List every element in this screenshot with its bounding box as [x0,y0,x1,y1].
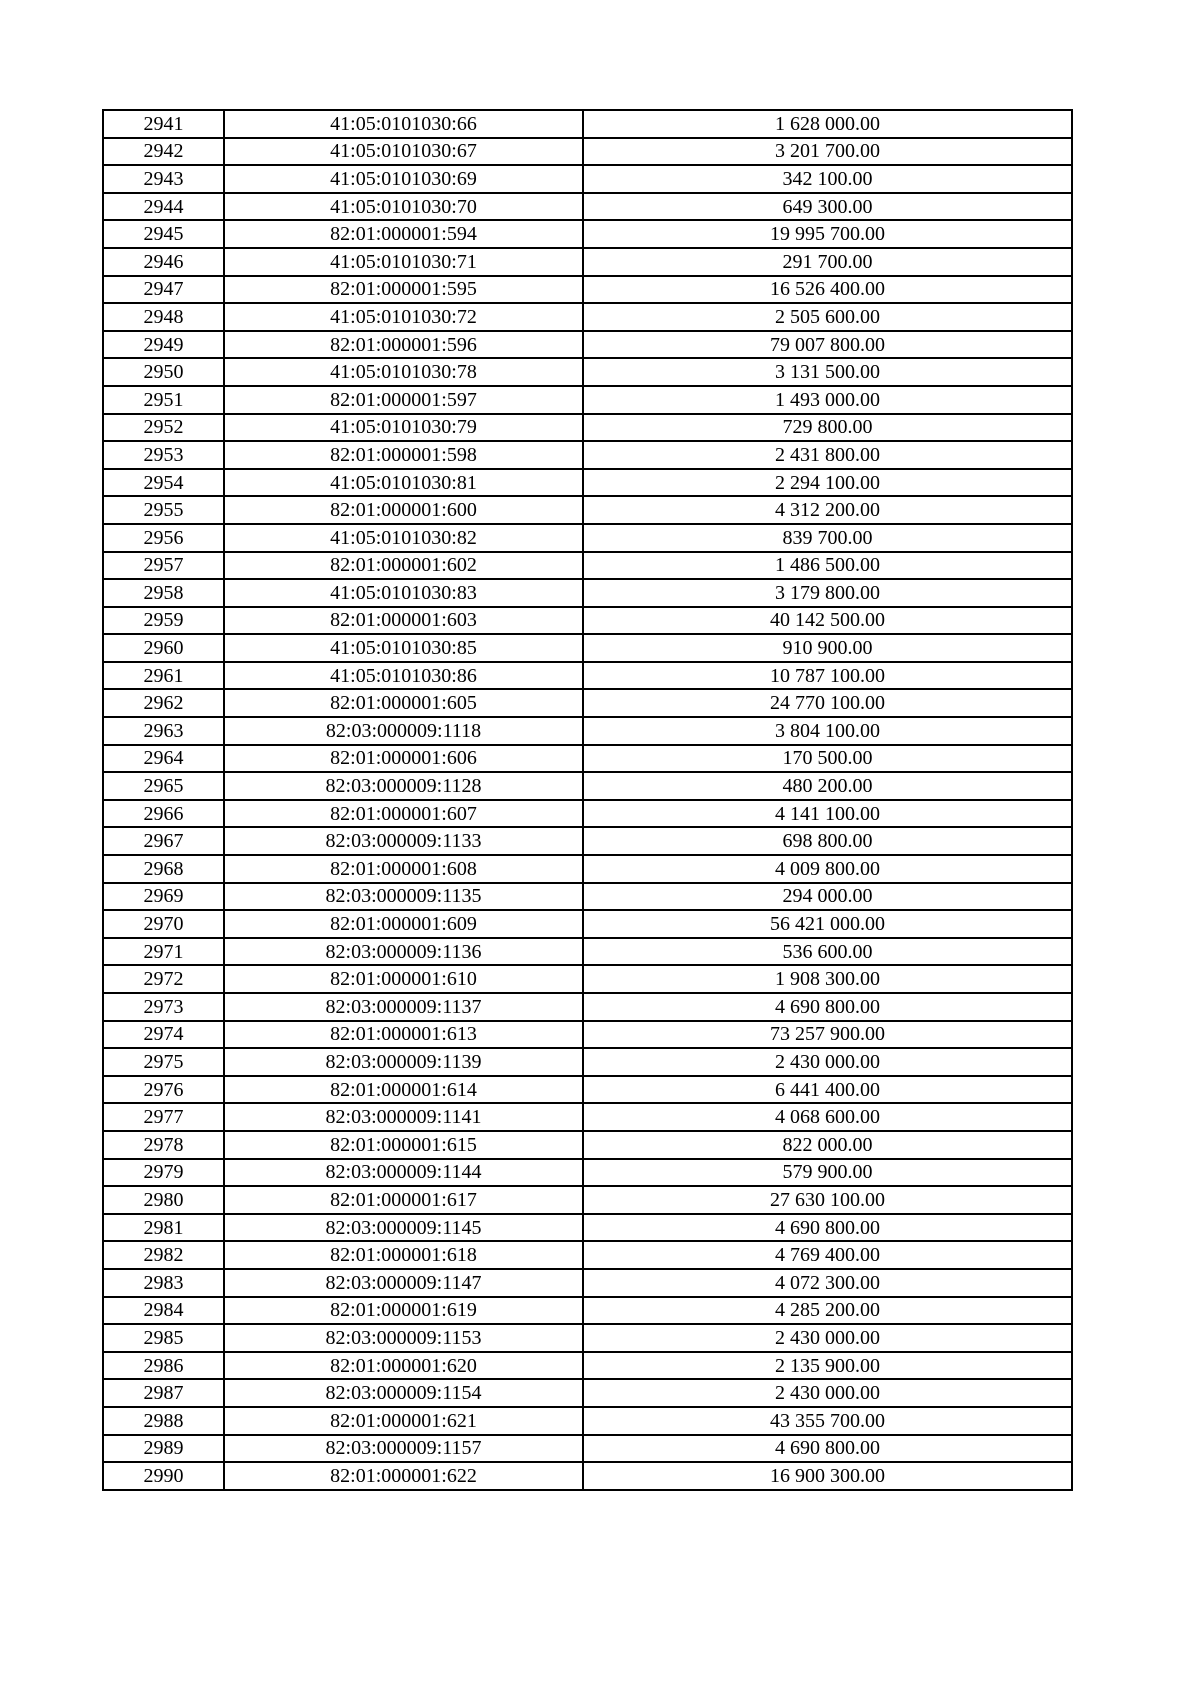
cadastral-number-cell: 41:05:0101030:66 [224,110,583,138]
cadastral-number-cell: 82:01:000001:619 [224,1297,583,1325]
row-number-cell: 2949 [103,331,224,359]
cadastral-value-cell: 4 690 800.00 [583,1214,1072,1242]
cadastral-number-cell: 82:01:000001:618 [224,1241,583,1269]
cadastral-value-cell: 4 690 800.00 [583,1435,1072,1463]
cadastral-number-cell: 41:05:0101030:79 [224,414,583,442]
cadastral-value-cell: 170 500.00 [583,745,1072,773]
row-number-cell: 2956 [103,524,224,552]
table-row [103,386,1072,414]
cadastral-number-cell: 82:01:000001:595 [224,276,583,304]
cadastral-value-cell: 56 421 000.00 [583,910,1072,938]
cadastral-number-cell: 82:03:000009:1137 [224,993,583,1021]
cadastral-value-cell: 4 285 200.00 [583,1297,1072,1325]
cadastral-number-cell: 82:01:000001:594 [224,220,583,248]
table-row [103,1324,1072,1352]
cadastral-number-cell: 41:05:0101030:81 [224,469,583,497]
cadastral-number-cell: 41:05:0101030:82 [224,524,583,552]
cadastral-value-cell: 4 690 800.00 [583,993,1072,1021]
row-number-cell: 2978 [103,1131,224,1159]
table-row [103,1379,1072,1407]
cadastral-value-cell: 729 800.00 [583,414,1072,442]
cadastral-value-cell: 2 505 600.00 [583,303,1072,331]
cadastral-value-cell: 79 007 800.00 [583,331,1072,359]
row-number-cell: 2988 [103,1407,224,1435]
cadastral-value-cell: 839 700.00 [583,524,1072,552]
cadastral-value-cell: 2 431 800.00 [583,441,1072,469]
table-row [103,1435,1072,1463]
cadastral-value-cell: 2 294 100.00 [583,469,1072,497]
cadastral-value-cell: 6 441 400.00 [583,1076,1072,1104]
cadastral-number-cell: 82:01:000001:596 [224,331,583,359]
cadastral-value-cell: 3 179 800.00 [583,579,1072,607]
cadastral-value-cell: 10 787 100.00 [583,662,1072,690]
cadastral-number-cell: 82:01:000001:608 [224,855,583,883]
table-row [103,689,1072,717]
cadastral-value-cell: 27 630 100.00 [583,1186,1072,1214]
table-row [103,165,1072,193]
cadastral-number-cell: 82:01:000001:603 [224,607,583,635]
cadastral-number-cell: 41:05:0101030:70 [224,193,583,221]
row-number-cell: 2976 [103,1076,224,1104]
cadastral-number-cell: 82:01:000001:607 [224,800,583,828]
row-number-cell: 2972 [103,965,224,993]
row-number-cell: 2962 [103,689,224,717]
table-row [103,1214,1072,1242]
cadastral-number-cell: 41:05:0101030:71 [224,248,583,276]
table-row [103,1407,1072,1435]
cadastral-value-cell: 24 770 100.00 [583,689,1072,717]
cadastral-value-cell: 16 900 300.00 [583,1462,1072,1490]
row-number-cell: 2942 [103,138,224,166]
row-number-cell: 2957 [103,552,224,580]
table-row [103,138,1072,166]
table-row [103,717,1072,745]
cadastral-value-cell: 536 600.00 [583,938,1072,966]
table-row [103,993,1072,1021]
table-row [103,110,1072,138]
table-row [103,607,1072,635]
cadastral-number-cell: 82:01:000001:605 [224,689,583,717]
table-row [103,910,1072,938]
cadastral-value-cell: 910 900.00 [583,634,1072,662]
cadastral-number-cell: 82:01:000001:602 [224,552,583,580]
cadastral-number-cell: 41:05:0101030:72 [224,303,583,331]
table-row [103,938,1072,966]
cadastral-number-cell: 82:01:000001:597 [224,386,583,414]
cadastral-number-cell: 82:01:000001:598 [224,441,583,469]
cadastral-value-cell: 19 995 700.00 [583,220,1072,248]
cadastral-number-cell: 41:05:0101030:83 [224,579,583,607]
cadastral-value-cell: 2 430 000.00 [583,1324,1072,1352]
cadastral-value-cell: 480 200.00 [583,772,1072,800]
row-number-cell: 2983 [103,1269,224,1297]
cadastral-number-cell: 82:03:000009:1147 [224,1269,583,1297]
table-row [103,414,1072,442]
row-number-cell: 2970 [103,910,224,938]
cadastral-value-cell: 291 700.00 [583,248,1072,276]
table-row [103,552,1072,580]
table-row [103,496,1072,524]
row-number-cell: 2954 [103,469,224,497]
cadastral-value-cell: 342 100.00 [583,165,1072,193]
cadastral-number-cell: 82:03:000009:1136 [224,938,583,966]
row-number-cell: 2953 [103,441,224,469]
table-row [103,220,1072,248]
cadastral-value-cell: 4 769 400.00 [583,1241,1072,1269]
cadastral-value-cell: 3 201 700.00 [583,138,1072,166]
row-number-cell: 2974 [103,1021,224,1049]
cadastral-number-cell: 82:03:000009:1153 [224,1324,583,1352]
cadastral-value-cell: 1 493 000.00 [583,386,1072,414]
row-number-cell: 2946 [103,248,224,276]
table-row [103,662,1072,690]
table-row [103,303,1072,331]
cadastral-number-cell: 82:03:000009:1144 [224,1159,583,1187]
row-number-cell: 2960 [103,634,224,662]
row-number-cell: 2975 [103,1048,224,1076]
cadastral-number-cell: 41:05:0101030:86 [224,662,583,690]
row-number-cell: 2952 [103,414,224,442]
row-number-cell: 2979 [103,1159,224,1187]
cadastral-number-cell: 82:01:000001:615 [224,1131,583,1159]
table-row [103,1269,1072,1297]
cadastral-number-cell: 41:05:0101030:69 [224,165,583,193]
table-row [103,331,1072,359]
cadastral-value-cell: 1 486 500.00 [583,552,1072,580]
cadastral-number-cell: 82:01:000001:614 [224,1076,583,1104]
row-number-cell: 2989 [103,1435,224,1463]
cadastral-number-cell: 41:05:0101030:85 [224,634,583,662]
row-number-cell: 2951 [103,386,224,414]
row-number-cell: 2966 [103,800,224,828]
table-row [103,1297,1072,1325]
cadastral-number-cell: 82:03:000009:1128 [224,772,583,800]
cadastral-value-cell: 649 300.00 [583,193,1072,221]
table-row [103,1048,1072,1076]
row-number-cell: 2950 [103,358,224,386]
table-row [103,634,1072,662]
table-row [103,1076,1072,1104]
cadastral-value-cell: 822 000.00 [583,1131,1072,1159]
cadastral-value-cell: 3 804 100.00 [583,717,1072,745]
cadastral-number-cell: 82:01:000001:617 [224,1186,583,1214]
row-number-cell: 2948 [103,303,224,331]
cadastral-number-cell: 82:01:000001:600 [224,496,583,524]
table-row [103,800,1072,828]
row-number-cell: 2947 [103,276,224,304]
table-row [103,1462,1072,1490]
row-number-cell: 2958 [103,579,224,607]
table-row [103,855,1072,883]
cadastral-value-cell: 4 312 200.00 [583,496,1072,524]
row-number-cell: 2961 [103,662,224,690]
table-row [103,1159,1072,1187]
row-number-cell: 2955 [103,496,224,524]
cadastral-number-cell: 82:03:000009:1154 [224,1379,583,1407]
table-row [103,469,1072,497]
cadastral-value-cell: 2 430 000.00 [583,1379,1072,1407]
cadastral-number-cell: 82:03:000009:1139 [224,1048,583,1076]
row-number-cell: 2984 [103,1297,224,1325]
row-number-cell: 2987 [103,1379,224,1407]
table-body [103,110,1072,1490]
row-number-cell: 2943 [103,165,224,193]
cadastral-value-cell: 4 009 800.00 [583,855,1072,883]
table-row [103,1021,1072,1049]
table-row [103,965,1072,993]
row-number-cell: 2985 [103,1324,224,1352]
row-number-cell: 2977 [103,1103,224,1131]
row-number-cell: 2986 [103,1352,224,1380]
row-number-cell: 2945 [103,220,224,248]
table-row [103,524,1072,552]
cadastral-number-cell: 82:01:000001:621 [224,1407,583,1435]
cadastral-number-cell: 82:01:000001:606 [224,745,583,773]
cadastral-number-cell: 82:03:000009:1141 [224,1103,583,1131]
cadastral-value-cell: 1 628 000.00 [583,110,1072,138]
cadastral-number-cell: 82:03:000009:1133 [224,827,583,855]
cadastral-number-cell: 82:03:000009:1135 [224,883,583,911]
cadastral-number-cell: 82:01:000001:620 [224,1352,583,1380]
table-row [103,1186,1072,1214]
cadastral-number-cell: 82:03:000009:1118 [224,717,583,745]
table-row [103,772,1072,800]
row-number-cell: 2941 [103,110,224,138]
cadastral-value-cell: 43 355 700.00 [583,1407,1072,1435]
row-number-cell: 2944 [103,193,224,221]
table-row [103,1131,1072,1159]
cadastral-value-cell: 16 526 400.00 [583,276,1072,304]
cadastral-value-cell: 4 068 600.00 [583,1103,1072,1131]
table-row [103,441,1072,469]
table-row [103,1241,1072,1269]
table-row [103,1352,1072,1380]
table-row [103,358,1072,386]
cadastral-number-cell: 82:01:000001:622 [224,1462,583,1490]
row-number-cell: 2968 [103,855,224,883]
table-row [103,579,1072,607]
row-number-cell: 2982 [103,1241,224,1269]
cadastral-number-cell: 82:01:000001:610 [224,965,583,993]
table-row [103,827,1072,855]
row-number-cell: 2967 [103,827,224,855]
cadastral-value-cell: 3 131 500.00 [583,358,1072,386]
row-number-cell: 2973 [103,993,224,1021]
row-number-cell: 2969 [103,883,224,911]
table-row [103,193,1072,221]
cadastral-value-cell: 40 142 500.00 [583,607,1072,635]
table-row [103,745,1072,773]
row-number-cell: 2963 [103,717,224,745]
cadastral-value-cell: 698 800.00 [583,827,1072,855]
row-number-cell: 2980 [103,1186,224,1214]
row-number-cell: 2981 [103,1214,224,1242]
cadastral-value-cell: 2 430 000.00 [583,1048,1072,1076]
cadastral-value-table [102,109,1073,1491]
row-number-cell: 2965 [103,772,224,800]
row-number-cell: 2990 [103,1462,224,1490]
cadastral-number-cell: 82:01:000001:613 [224,1021,583,1049]
cadastral-number-cell: 82:01:000001:609 [224,910,583,938]
table-row [103,883,1072,911]
cadastral-number-cell: 82:03:000009:1145 [224,1214,583,1242]
table-row [103,248,1072,276]
table-row [103,276,1072,304]
cadastral-value-cell: 4 072 300.00 [583,1269,1072,1297]
cadastral-value-cell: 294 000.00 [583,883,1072,911]
cadastral-value-cell: 2 135 900.00 [583,1352,1072,1380]
cadastral-number-cell: 82:03:000009:1157 [224,1435,583,1463]
table-row [103,1103,1072,1131]
cadastral-value-cell: 579 900.00 [583,1159,1072,1187]
cadastral-value-cell: 1 908 300.00 [583,965,1072,993]
cadastral-number-cell: 41:05:0101030:78 [224,358,583,386]
row-number-cell: 2971 [103,938,224,966]
row-number-cell: 2964 [103,745,224,773]
cadastral-value-cell: 4 141 100.00 [583,800,1072,828]
cadastral-value-cell: 73 257 900.00 [583,1021,1072,1049]
row-number-cell: 2959 [103,607,224,635]
cadastral-number-cell: 41:05:0101030:67 [224,138,583,166]
